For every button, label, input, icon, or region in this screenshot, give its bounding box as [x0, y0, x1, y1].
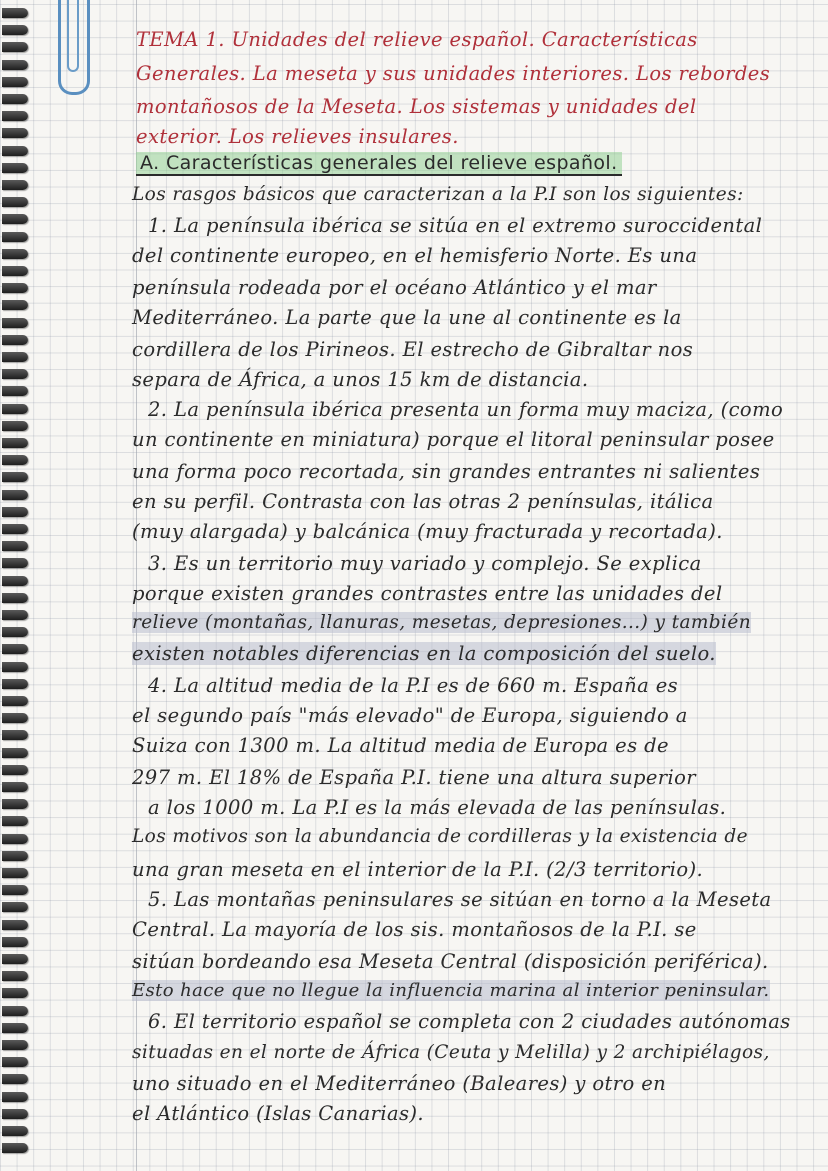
body-line-highlighted: existen notables diferencias en la composición del suelo. — [132, 642, 716, 665]
body-line: 2. La península ibérica presenta un forma muy maciza, (como — [148, 398, 784, 421]
title-line: montañosos de la Meseta. Los sistemas y unidades del — [136, 95, 697, 118]
body-line: del continente europeo, en el hemisferio Norte. Es una — [132, 244, 698, 267]
body-line-highlighted: relieve (montañas, llanuras, mesetas, depresiones...) y también — [132, 612, 752, 633]
body-line: 3. Es un territorio muy variado y complejo. Se explica — [148, 552, 702, 575]
body-line: una gran meseta en el interior de la P.I. (2/3 territorio). — [132, 858, 704, 881]
body-line: Los rasgos básicos que caracterizan a la P.I son los siguientes: — [132, 184, 744, 205]
body-line: 1. La península ibérica se sitúa en el extremo suroccidental — [148, 214, 763, 237]
body-line: Mediterráneo. La parte que la une al continente es la — [132, 306, 682, 329]
body-line: a los 1000 m. La P.I es la más elevada de las penínsulas. — [148, 796, 727, 819]
body-line: el Atlántico (Islas Canarias). — [132, 1102, 425, 1125]
body-line-highlighted: Esto hace que no llegue la influencia marina al interior peninsular. — [132, 980, 770, 1001]
body-line: separa de África, a unos 15 km de distancia. — [132, 368, 589, 391]
body-line: situadas en el norte de África (Ceuta y Melilla) y 2 archipiélagos, — [132, 1042, 770, 1063]
body-line: Suiza con 1300 m. La altitud media de Europa es de — [132, 734, 669, 757]
body-line: una forma poco recortada, sin grandes entrantes ni salientes — [132, 460, 761, 483]
body-line: 297 m. El 18% de España P.I. tiene una altura superior — [132, 766, 697, 789]
body-line: uno situado en el Mediterráneo (Baleares) y otro en — [132, 1072, 667, 1095]
title-line: exterior. Los relieves insulares. — [136, 125, 459, 148]
body-line: 5. Las montañas peninsulares se sitúan en torno a la Meseta — [148, 888, 772, 911]
body-line: el segundo país "más elevado" de Europa, siguiendo a — [132, 704, 688, 727]
body-line: Central. La mayoría de los sis. montañosos de la P.I. se — [132, 918, 697, 941]
body-line: 6. El territorio español se completa con 2 ciudades autónomas — [148, 1010, 791, 1033]
title-line: TEMA 1. Unidades del relieve español. Características — [136, 28, 698, 51]
body-line: un continente en miniatura) porque el litoral peninsular posee — [132, 428, 775, 451]
body-line: cordillera de los Pirineos. El estrecho de Gibraltar nos — [132, 338, 694, 361]
body-line: (muy alargada) y balcánica (muy fracturada y recortada). — [132, 520, 723, 543]
body-line: Los motivos son la abundancia de cordilleras y la existencia de — [132, 826, 748, 847]
body-line: 4. La altitud media de la P.I es de 660 m. España es — [148, 674, 679, 697]
title-line: Generales. La meseta y sus unidades interiores. Los rebordes — [136, 62, 771, 85]
body-line: península rodeada por el océano Atlántico y el mar — [132, 276, 657, 299]
body-line: en su perfil. Contrasta con las otras 2 penínsulas, itálica — [132, 490, 714, 513]
section-heading: A. Características generales del relieve español. — [136, 152, 622, 176]
body-line: porque existen grandes contrastes entre las unidades del — [132, 582, 723, 605]
body-line: sitúan bordeando esa Meseta Central (disposición periférica). — [132, 950, 769, 973]
